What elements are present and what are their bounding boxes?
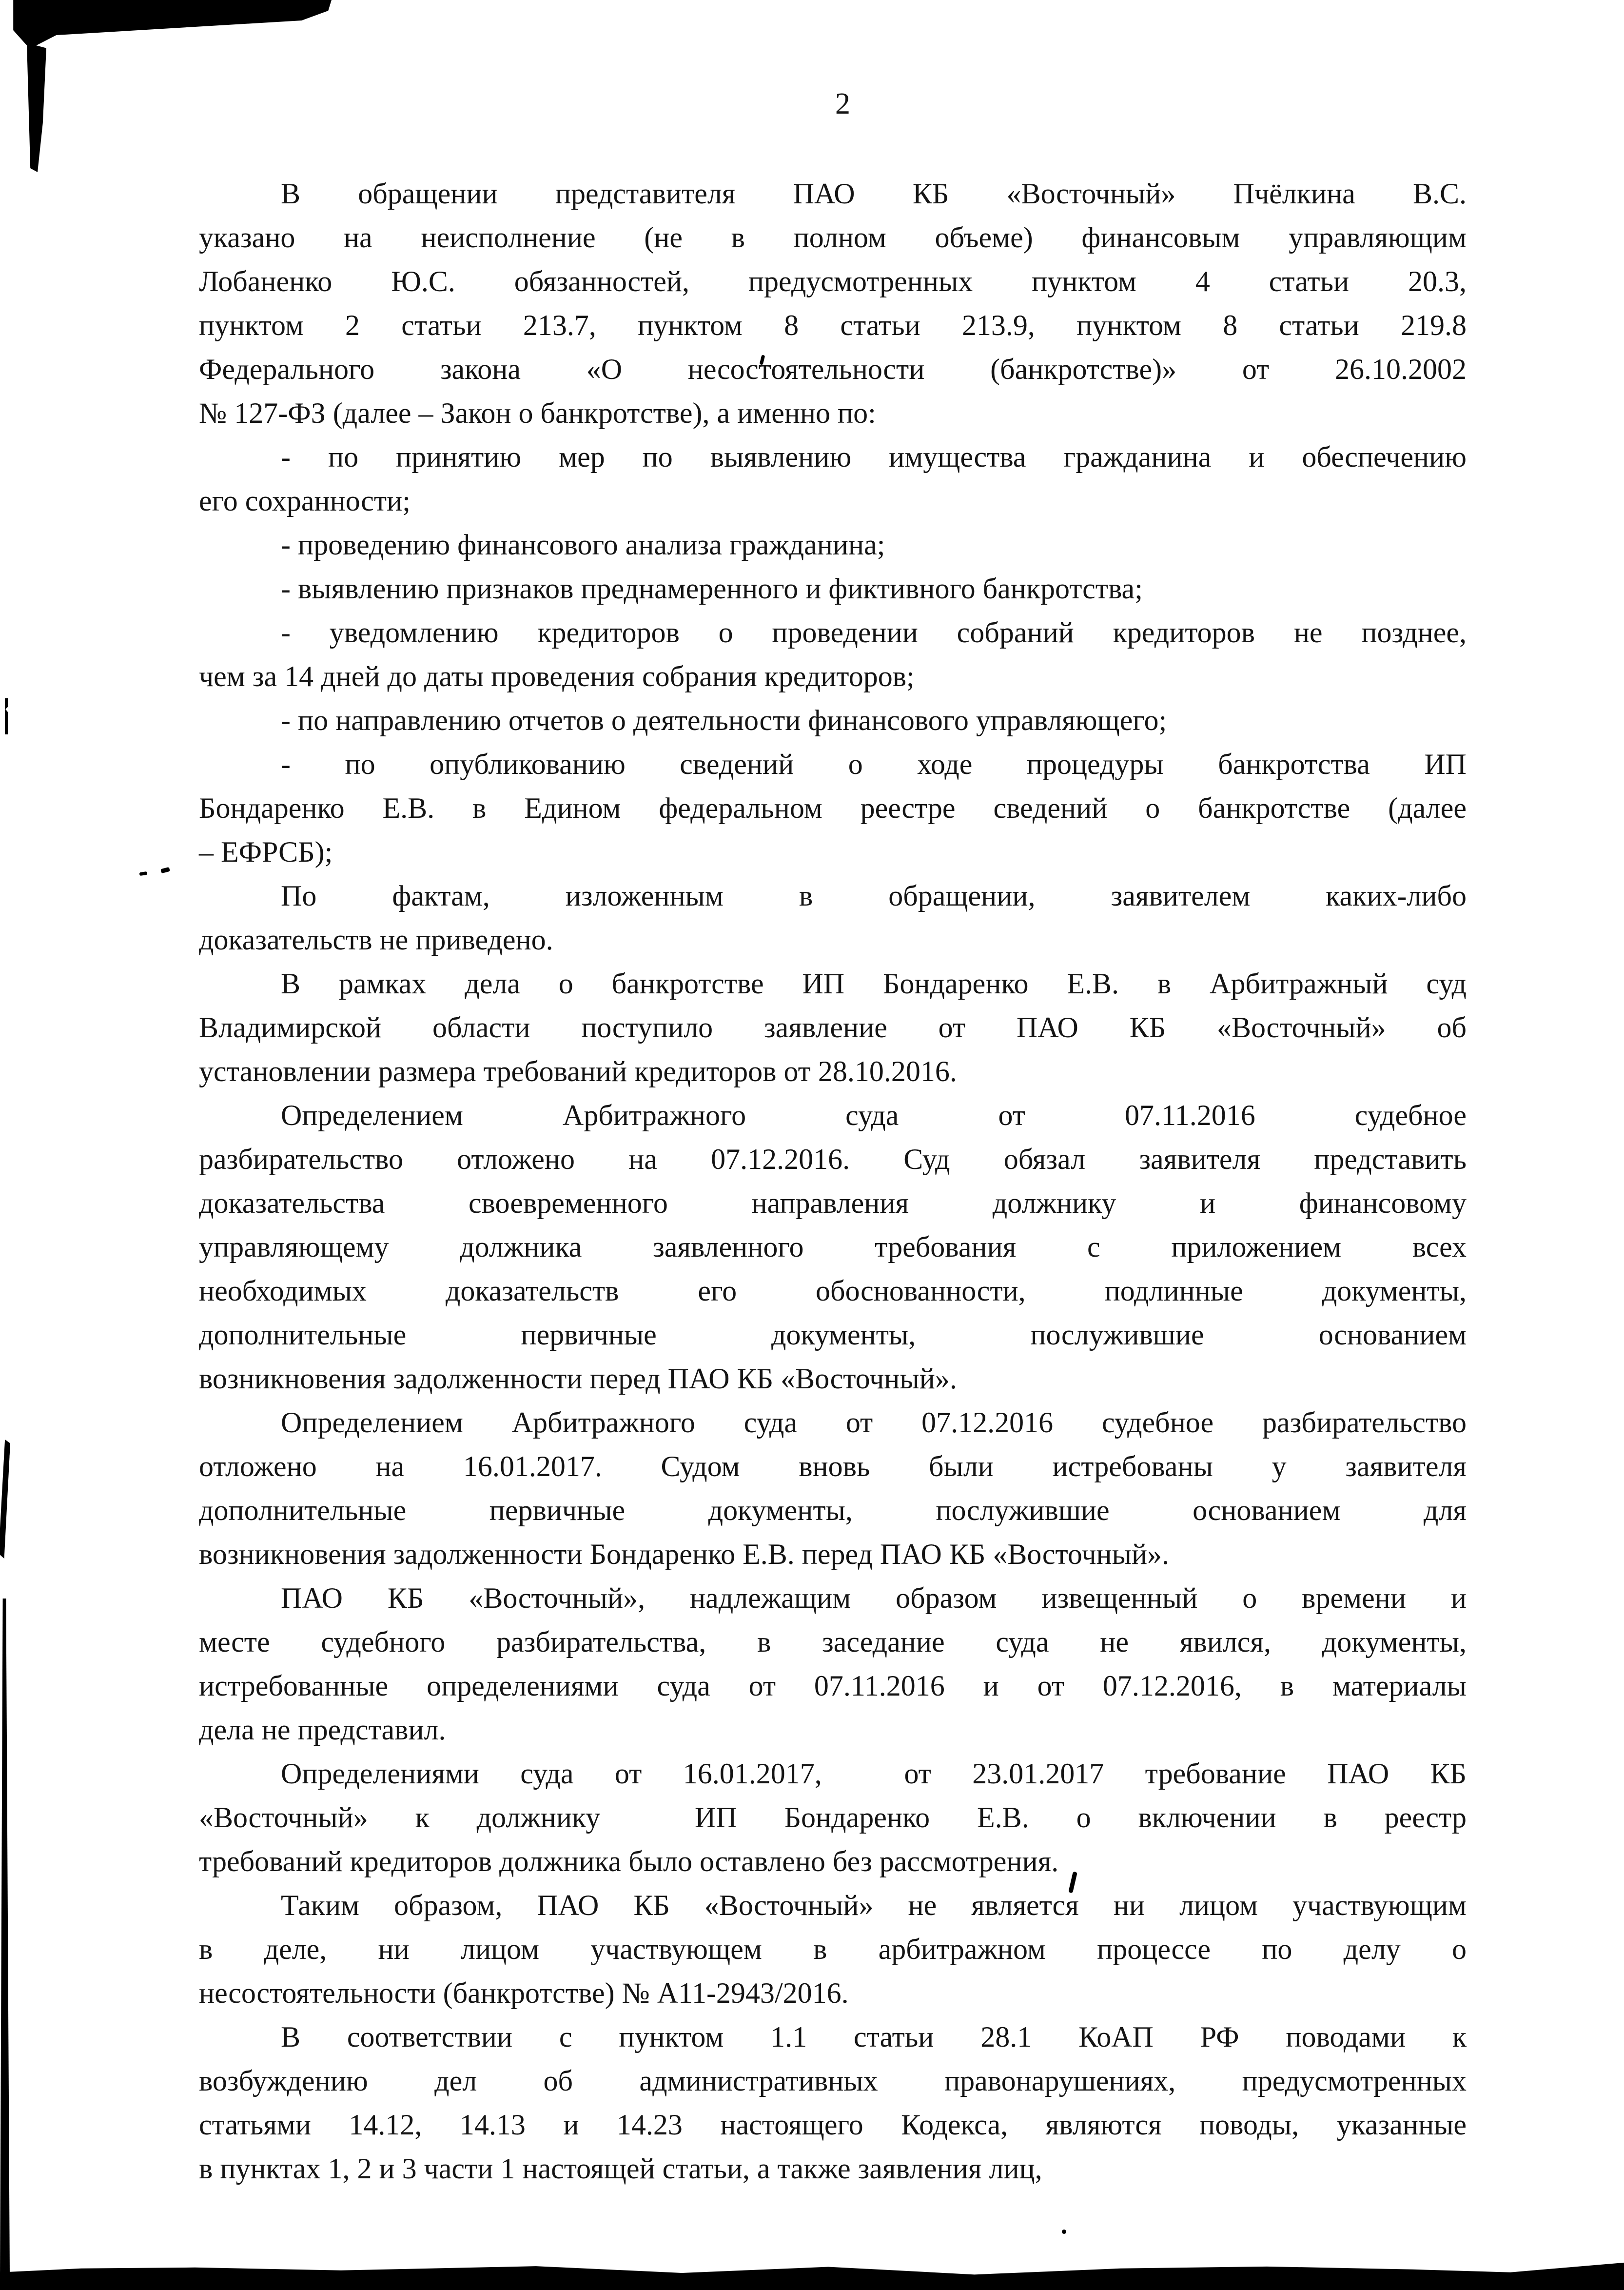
text-line: Лобаненко Ю.С. обязанностей, предусмотренных пунктом 4 статьи 20.3,	[199, 265, 1467, 297]
text-line: его сохранности;	[199, 485, 411, 517]
paragraph	[199, 962, 1467, 1093]
scan-artifact-speck	[1062, 2230, 1066, 2234]
text-line: отложено на 16.01.2017. Судом вновь были истребованы у заявителя	[199, 1450, 1467, 1482]
text-line: дополнительные первичные документы, послужившие основанием для	[199, 1494, 1467, 1526]
text-block	[199, 172, 1467, 2191]
text-line: - по принятию мер по выявлению имущества гражданина и обеспечению	[281, 441, 1467, 473]
text-line: В соответствии с пунктом 1.1 статьи 28.1 КоАП РФ поводами к	[281, 2021, 1467, 2053]
text-line: указано на неисполнение (не в полном объеме) финансовым управляющим	[199, 221, 1467, 254]
scan-artifact-left-edge-strip	[0, 1599, 10, 2277]
paragraph	[199, 611, 1467, 698]
text-line: Таким образом, ПАО КБ «Восточный» не является ни лицом участвующим	[281, 1889, 1467, 1921]
text-line: необходимых доказательств его обоснованности, подлинные документы,	[199, 1275, 1467, 1307]
text-line: возникновения задолженности перед ПАО КБ «Восточный».	[199, 1362, 957, 1395]
paragraph	[199, 1576, 1467, 1752]
text-line: - по опубликованию сведений о ходе процедуры банкротства ИП	[281, 748, 1467, 780]
paragraph	[199, 1401, 1467, 1576]
text-line: доказательства своевременного направления должнику и финансовому	[199, 1187, 1467, 1219]
text-line: – ЕФРСБ);	[199, 836, 333, 868]
scan-artifact-corner-fold	[0, 0, 332, 49]
text-line: Определениями суда от 16.01.2017, от 23.01.2017 требование ПАО КБ	[281, 1757, 1467, 1790]
text-line: возникновения задолженности Бондаренко Е.В. перед ПАО КБ «Восточный».	[199, 1538, 1170, 1570]
text-line: Определением Арбитражного суда от 07.12.2016 судебное разбирательство	[281, 1406, 1467, 1439]
scan-artifact-margin-tick	[5, 698, 8, 734]
paragraph	[199, 1093, 1467, 1401]
text-line: доказательств не приведено.	[199, 924, 553, 956]
paragraph	[199, 874, 1467, 962]
text-line: истребованные определениями суда от 07.11.2016 и от 07.12.2016, в материалы	[199, 1670, 1467, 1702]
paragraph	[199, 1883, 1467, 2015]
text-line: чем за 14 дней до даты проведения собрания кредиторов;	[199, 660, 915, 692]
text-line: управляющему должника заявленного требования с приложением всех	[199, 1231, 1467, 1263]
text-line: возбуждению дел об административных правонарушениях, предусмотренных	[199, 2065, 1467, 2097]
text-line: По фактам, изложенным в обращении, заявителем каких-либо	[281, 880, 1467, 912]
text-line: - уведомлению кредиторов о проведении собраний кредиторов не позднее,	[281, 616, 1467, 649]
text-line: - по направлению отчетов о деятельности финансового управляющего;	[281, 704, 1167, 736]
text-line: Владимирской области поступило заявление от ПАО КБ «Восточный» об	[199, 1011, 1467, 1044]
page-number: 2	[835, 87, 850, 120]
text-line: «Восточный» к должнику ИП Бондаренко Е.В. о включении в реестр	[199, 1801, 1467, 1834]
paragraph	[199, 172, 1467, 435]
scan-artifact-bottom-edge-band	[0, 2258, 1624, 2290]
paragraph	[199, 2015, 1467, 2191]
text-line: Определением Арбитражного суда от 07.11.2016 судебное	[281, 1099, 1467, 1131]
scan-artifact-corner-strip	[27, 43, 46, 172]
text-line: пунктом 2 статьи 213.7, пунктом 8 статьи 213.9, пунктом 8 статьи 219.8	[199, 309, 1467, 341]
text-line: месте судебного разбирательства, в заседание суда не явился, документы,	[199, 1626, 1467, 1658]
text-line: в деле, ни лицом участвующем в арбитражном процессе по делу о	[199, 1933, 1467, 1965]
text-line: установлении размера требований кредиторов от 28.10.2016.	[199, 1055, 957, 1087]
text-line: - проведению финансового анализа гражданина;	[281, 529, 885, 561]
text-line: разбирательство отложено на 07.12.2016. Суд обязал заявителя представить	[199, 1143, 1467, 1175]
paragraph	[199, 435, 1467, 523]
text-line: ПАО КБ «Восточный», надлежащим образом извещенный о времени и	[281, 1582, 1467, 1614]
scan-artifact-speck	[160, 867, 170, 873]
paragraph	[199, 523, 1467, 567]
scan-artifact-speck	[139, 871, 148, 876]
text-line: требований кредиторов должника было оставлено без рассмотрения.	[199, 1845, 1059, 1877]
text-line: дополнительные первичные документы, послужившие основанием	[199, 1319, 1467, 1351]
text-line: статьями 14.12, 14.13 и 14.23 настоящего Кодекса, являются поводы, указанные	[199, 2109, 1467, 2141]
paragraph	[199, 567, 1467, 611]
paragraph	[199, 1752, 1467, 1883]
text-line: дела не представил.	[199, 1714, 446, 1746]
text-line: несостоятельности (банкротстве) № А11-2943/2016.	[199, 1977, 849, 2009]
text-line: В обращении представителя ПАО КБ «Восточный» Пчёлкина В.С.	[281, 178, 1467, 210]
scan-artifact-left-edge-stroke	[0, 1440, 10, 1559]
text-line: № 127-ФЗ (далее – Закон о банкротстве), а именно по:	[199, 397, 876, 429]
text-line: - выявлению признаков преднамеренного и фиктивного банкротства;	[281, 572, 1143, 605]
paragraph	[199, 698, 1467, 742]
text-line: Федерального закона «О несостоятельности (банкротстве)» от 26.10.2002	[199, 353, 1467, 385]
paragraph	[199, 742, 1467, 874]
text-line: В рамках дела о банкротстве ИП Бондаренко Е.В. в Арбитражный суд	[281, 967, 1467, 1000]
text-line: Бондаренко Е.В. в Едином федеральном реестре сведений о банкротстве (далее	[199, 792, 1467, 824]
text-line: в пунктах 1, 2 и 3 части 1 настоящей статьи, а также заявления лиц,	[199, 2152, 1042, 2185]
